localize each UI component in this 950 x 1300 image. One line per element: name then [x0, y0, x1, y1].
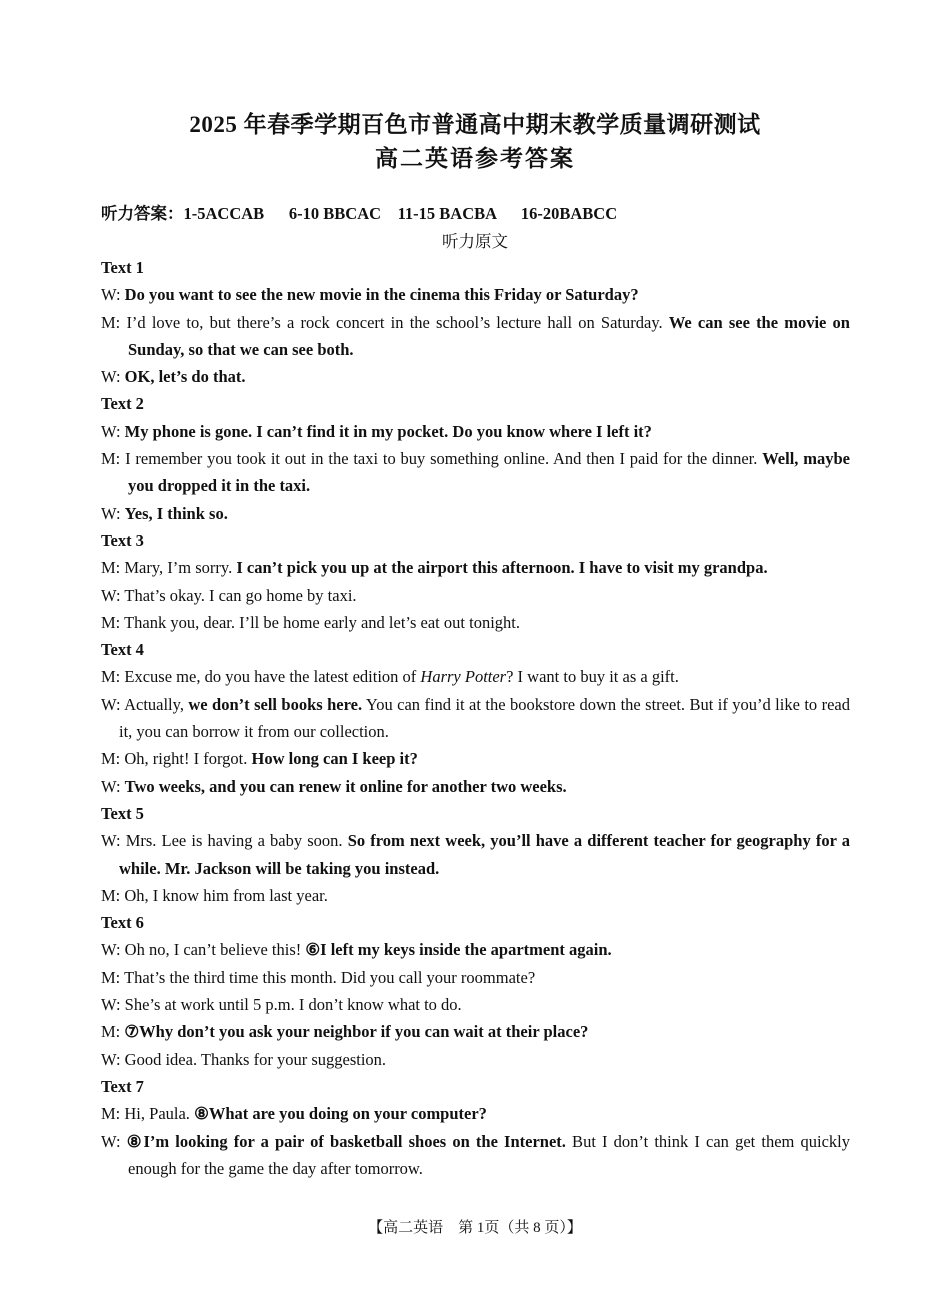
speaker-label: M:	[101, 967, 125, 987]
dialogue-text: That’s okay. I can go home by taxi.	[124, 585, 357, 605]
dialogue-text: I’d love to, but there’s a rock concert in the school’s lecture hall on Saturday.	[126, 312, 669, 332]
dialogue-text: Mary, I’m sorry.	[124, 558, 237, 578]
text-heading: Text 7	[101, 1076, 144, 1096]
dialogue-text: That’s the third time this month. Did you call your roommate?	[124, 967, 536, 987]
dialogue-line	[101, 773, 850, 800]
speaker-label: M:	[101, 749, 125, 769]
speaker-label: W:	[101, 367, 125, 387]
answer-group-2: 6-10 BBCAC	[288, 204, 382, 223]
speaker-label: W:	[101, 503, 125, 523]
speaker-label: M:	[101, 449, 126, 469]
speaker-label: W:	[101, 285, 125, 305]
book-title-text: Harry Potter	[420, 667, 507, 687]
speaker-label: M:	[101, 885, 125, 905]
text-heading: Text 1	[101, 258, 144, 277]
page-subtitle: 高二英语参考答案	[375, 146, 575, 171]
dialogue-text: Mrs. Lee is having a baby soon.	[125, 831, 348, 851]
text-heading: Text 3	[101, 530, 144, 550]
dialogue-text: She’s at work until 5 p.m. I don’t know what to do.	[124, 995, 462, 1015]
dialogue-text: I remember you took it out in the taxi to buy something online. And then I paid for the dinner.	[125, 449, 763, 469]
listening-answers	[101, 200, 617, 224]
speaker-label: M:	[101, 1022, 125, 1042]
speaker-label: M:	[101, 667, 125, 687]
dialogue-line	[101, 1018, 850, 1045]
answer-group-3: 11-15 BACBA	[397, 204, 497, 223]
dialogue-line	[101, 1128, 850, 1183]
speaker-label: M:	[101, 1104, 125, 1124]
dialogue-text: You can find it at the bookstore down the street. But if you’d like to read it, you can borrow it from our collection.	[119, 694, 851, 742]
answer-key-text: ⑥I left my keys inside the apartment again.	[305, 940, 612, 960]
answer-key-text: We can see the movie on Sunday, so that we can see both.	[128, 312, 850, 359]
dialogue-line	[101, 827, 850, 882]
speaker-label: W:	[101, 940, 125, 960]
speaker-label: W:	[101, 995, 125, 1015]
speaker-label: M:	[101, 612, 125, 632]
dialogue-line	[101, 882, 850, 909]
text-heading: Text 6	[101, 913, 144, 933]
page-footer: 【高二英语 第 1页（共 8 页）】	[368, 1220, 582, 1236]
answer-key-text: we don’t sell books here.	[188, 694, 363, 714]
dialogue-line	[101, 582, 850, 609]
dialogue-line	[101, 991, 850, 1018]
dialogue-line	[101, 1046, 850, 1073]
dialogue-line	[101, 609, 850, 636]
dialogue-line	[101, 554, 850, 581]
dialogue-text: Oh, right! I forgot.	[124, 749, 252, 769]
dialogue-line	[101, 663, 850, 690]
transcript	[101, 254, 850, 1182]
speaker-label: W:	[101, 1131, 127, 1151]
text-heading: Text 4	[101, 640, 144, 660]
answer-key-text: Two weeks, and you can renew it online for another two weeks.	[124, 776, 567, 796]
answer-key-text: ⑧I’m looking for a pair of basketball shoes on the Internet.	[126, 1131, 566, 1151]
script-heading: 听力原文	[442, 232, 508, 251]
dialogue-line	[101, 745, 850, 772]
dialogue-line	[101, 691, 850, 746]
dialogue-text: Thank you, dear. I’ll be home early and let’s eat out tonight.	[124, 612, 520, 632]
dialogue-line	[101, 500, 850, 527]
answer-key-text: I can’t pick you up at the airport this afternoon. I have to visit my grandpa.	[236, 558, 768, 578]
dialogue-line	[101, 281, 850, 308]
dialogue-text: Hi, Paula.	[124, 1104, 195, 1124]
speaker-label: W:	[101, 831, 126, 851]
dialogue-line	[101, 936, 850, 963]
dialogue-line	[101, 445, 850, 500]
dialogue-text: Good idea. Thanks for your suggestion.	[124, 1049, 387, 1069]
answer-key-text: Yes, I think so.	[124, 503, 228, 523]
speaker-label: M:	[101, 312, 127, 332]
page-title: 2025 年春季学期百色市普通高中期末教学质量调研测试	[189, 112, 761, 137]
speaker-label: W:	[101, 421, 125, 441]
answer-key-text: How long can I keep it?	[251, 749, 418, 769]
answer-key-text: ⑧What are you doing on your computer?	[194, 1104, 487, 1124]
dialogue-text: Oh no, I can’t believe this!	[124, 940, 306, 960]
speaker-label: W:	[101, 694, 125, 714]
dialogue-text: Oh, I know him from last year.	[124, 885, 328, 905]
speaker-label: W:	[101, 1049, 125, 1069]
speaker-label: W:	[101, 776, 125, 796]
answer-key-text: OK, let’s do that.	[124, 367, 246, 387]
answer-key-text: Well, maybe you dropped it in the taxi.	[128, 449, 850, 496]
speaker-label: M:	[101, 558, 125, 578]
answer-group-1: 1-5ACCAB	[183, 204, 265, 223]
listening-answers-label: 听力答案：	[101, 204, 184, 223]
answer-key-text: Do you want to see the new movie in the cinema this Friday or Saturday?	[124, 285, 639, 305]
dialogue-line	[101, 1100, 850, 1127]
answer-key-text: So from next week, you’ll have a different teacher for geography for a while. Mr. Jackson will be taking you instead.	[119, 831, 850, 878]
dialogue-line	[101, 964, 850, 991]
dialogue-line	[101, 418, 850, 445]
answer-key-text: My phone is gone. I can’t find it in my pocket. Do you know where I left it?	[124, 421, 652, 441]
text-heading: Text 5	[101, 803, 144, 823]
speaker-label: W:	[101, 585, 125, 605]
dialogue-text: Excuse me, do you have the latest edition of	[124, 667, 421, 687]
dialogue-text: Actually,	[124, 694, 189, 714]
dialogue-text: But I don’t think I can get them quickly enough for the game the day after tomorrow.	[128, 1131, 850, 1178]
answer-group-4: 16-20BABCC	[520, 204, 618, 223]
dialogue-text: ? I want to buy it as a gift.	[506, 667, 679, 687]
text-heading: Text 2	[101, 394, 144, 414]
dialogue-line	[101, 309, 850, 364]
dialogue-line	[101, 363, 850, 390]
answer-key-text: ⑦Why don’t you ask your neighbor if you can wait at their place?	[124, 1022, 589, 1042]
